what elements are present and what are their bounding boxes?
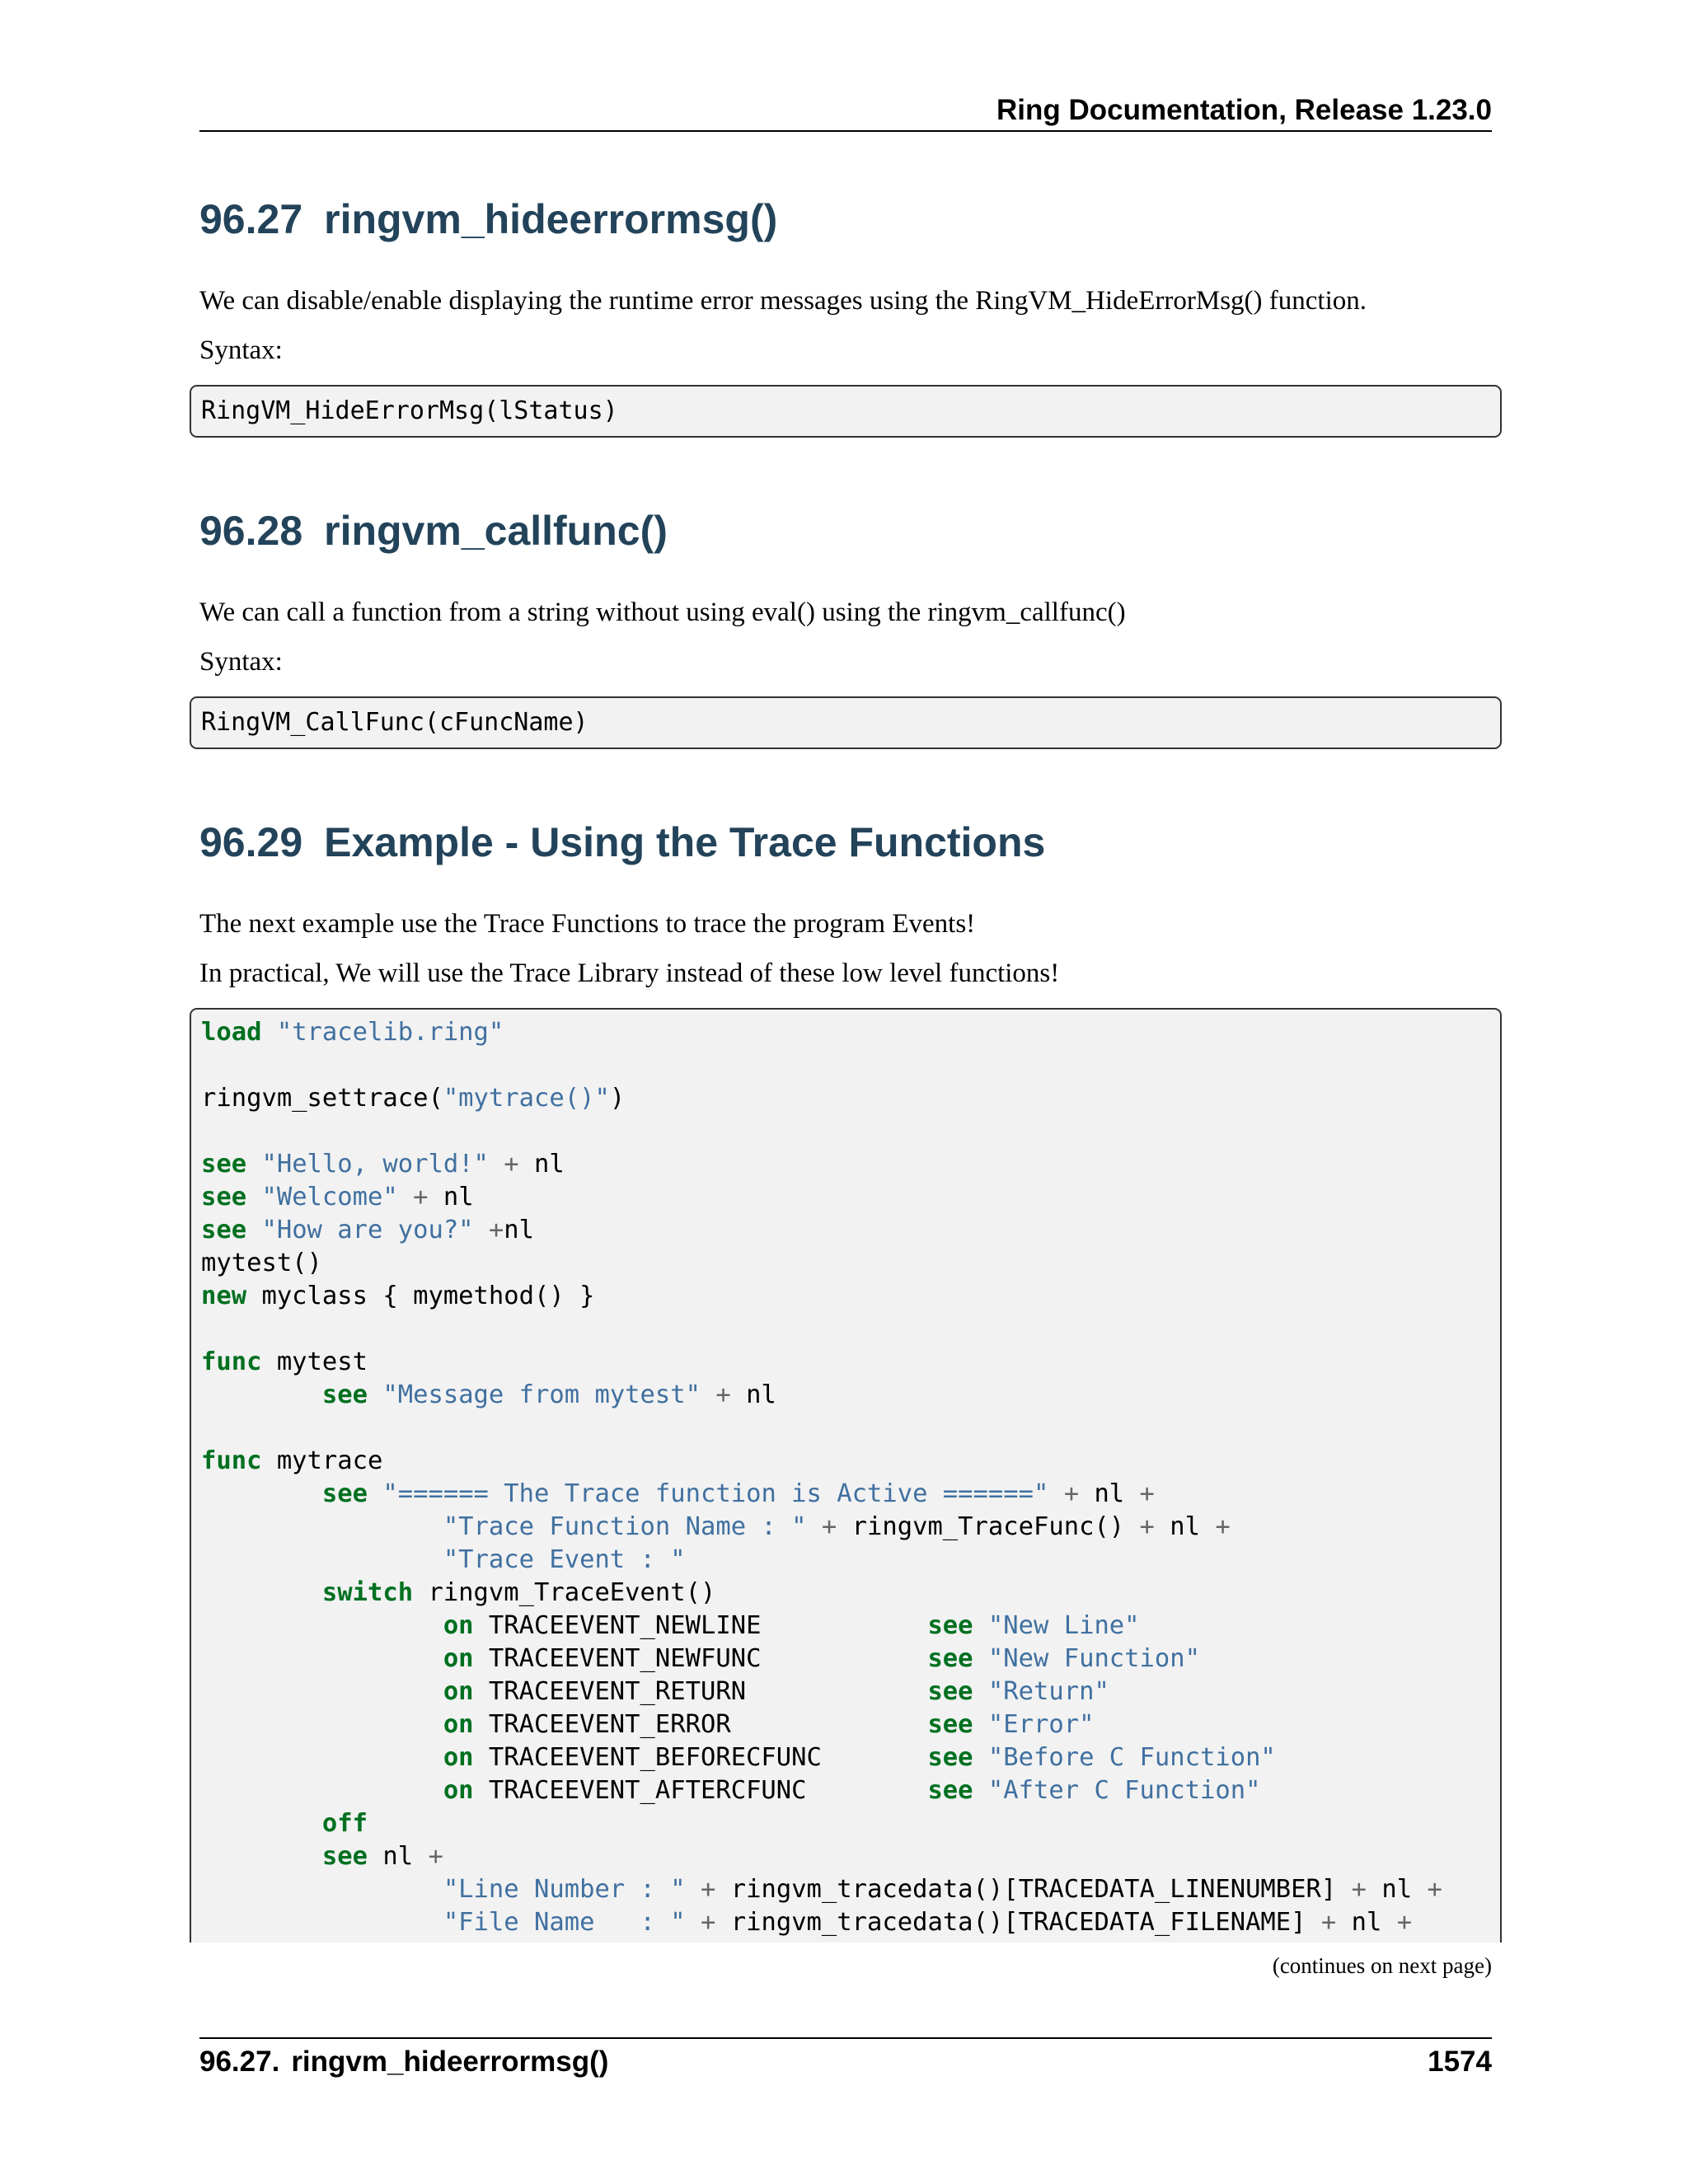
code-operator: + — [1396, 1908, 1413, 1937]
syntax-code: RingVM_HideErrorMsg(lStatus) — [201, 396, 618, 425]
code-keyword: func — [201, 1446, 262, 1475]
footer-section-title: ringvm_hideerrormsg() — [291, 2046, 609, 2078]
code-text — [1048, 1479, 1063, 1508]
code-string: "File Name : " — [443, 1908, 686, 1937]
code-text — [489, 1150, 504, 1179]
code-text: TRACEEVENT_NEWLINE — [473, 1611, 928, 1640]
code-text — [368, 1380, 382, 1409]
running-header: Ring Documentation, Release 1.23.0 — [996, 94, 1492, 126]
code-keyword: see — [927, 1677, 973, 1706]
code-operator: + — [1215, 1512, 1231, 1541]
code-keyword: on — [443, 1743, 474, 1772]
section-intro: We can disable/enable displaying the runtime error messages using the RingVM_HideErrorMsg() function. — [199, 286, 1367, 316]
code-operator: + — [413, 1183, 429, 1212]
section-number: 96.27 — [199, 196, 303, 242]
code-operator: + — [428, 1842, 443, 1871]
code-operator: + — [1139, 1512, 1155, 1541]
code-text — [973, 1611, 988, 1640]
section-number: 96.28 — [199, 508, 303, 554]
code-text — [201, 1710, 443, 1739]
code-text: TRACEEVENT_BEFORECFUNC — [473, 1743, 928, 1772]
code-keyword: load — [201, 1018, 262, 1047]
section-title: ringvm_hideerrormsg() — [324, 196, 778, 242]
code-line — [201, 1741, 1276, 1774]
syntax-code-block — [190, 385, 1502, 438]
code-operator: + — [1139, 1479, 1155, 1508]
section-heading-96-27 — [199, 193, 777, 246]
code-line — [201, 1478, 1155, 1511]
example-paragraph: The next example use the Trace Functions to trace the program Events! — [199, 909, 976, 939]
code-string: "Hello, world!" — [261, 1150, 489, 1179]
code-text: TRACEEVENT_ERROR — [473, 1710, 928, 1739]
code-line — [201, 1379, 776, 1412]
code-operator: + — [701, 1875, 716, 1904]
code-keyword: on — [443, 1677, 474, 1706]
code-line — [201, 1181, 474, 1214]
code-text — [201, 1545, 443, 1574]
code-line — [201, 1544, 686, 1577]
code-string: "Welcome" — [261, 1183, 398, 1212]
section-heading-96-28 — [199, 504, 668, 557]
code-string: "Message from mytest" — [382, 1380, 701, 1409]
code-string: "Line Number : " — [443, 1875, 686, 1904]
code-line — [201, 1082, 625, 1115]
code-text — [201, 1677, 443, 1706]
section-title: ringvm_callfunc() — [324, 508, 668, 554]
code-text: nl — [368, 1842, 429, 1871]
code-line — [201, 1708, 1094, 1741]
section-title: Example - Using the Trace Functions — [324, 819, 1046, 865]
code-text: nl — [1079, 1479, 1140, 1508]
code-keyword: off — [321, 1809, 368, 1838]
section-intro: We can call a function from a string without using eval() using the ringvm_callfunc() — [199, 598, 1126, 627]
code-operator: + — [1427, 1875, 1442, 1904]
code-string: "====== The Trace function is Active ======" — [382, 1479, 1049, 1508]
header-rule — [199, 130, 1492, 132]
code-operator: + — [1351, 1875, 1367, 1904]
syntax-label: Syntax: — [199, 647, 283, 677]
code-text — [246, 1150, 261, 1179]
code-text — [474, 1216, 489, 1244]
footer-section-number: 96.27. — [199, 2046, 280, 2078]
code-operator: + — [504, 1150, 519, 1179]
example-code-block — [190, 1008, 1502, 1943]
code-line — [201, 1511, 1231, 1544]
code-keyword: see — [201, 1183, 247, 1212]
code-line — [201, 1675, 1109, 1708]
code-text: nl — [1336, 1908, 1397, 1937]
code-string: "tracelib.ring" — [276, 1018, 504, 1047]
code-line — [201, 1280, 594, 1313]
code-line — [201, 1807, 368, 1840]
code-string: "Before C Function" — [987, 1743, 1276, 1772]
code-line — [201, 1840, 443, 1873]
code-line — [201, 1577, 715, 1610]
code-text — [201, 1512, 443, 1541]
code-keyword: see — [927, 1776, 973, 1805]
code-text — [201, 1908, 443, 1937]
code-line — [201, 1873, 1442, 1906]
code-text — [246, 1216, 261, 1244]
code-line — [201, 1643, 1200, 1675]
code-operator: + — [1063, 1479, 1080, 1508]
code-text — [973, 1644, 988, 1673]
code-string: "mytrace()" — [443, 1084, 610, 1113]
code-string: "New Line" — [987, 1611, 1140, 1640]
footer-section-ref — [199, 2042, 608, 2082]
code-text — [201, 1809, 322, 1838]
code-string: "Error" — [987, 1710, 1095, 1739]
code-keyword: see — [321, 1380, 368, 1409]
code-keyword: see — [927, 1743, 973, 1772]
syntax-code: RingVM_CallFunc(cFuncName) — [201, 708, 588, 737]
code-keyword: see — [927, 1644, 973, 1673]
code-operator: + — [1320, 1908, 1337, 1937]
code-keyword: see — [927, 1611, 973, 1640]
code-operator: + — [701, 1908, 716, 1937]
code-text: myclass { mymethod() } — [246, 1282, 595, 1310]
code-text: TRACEEVENT_AFTERCFUNC — [473, 1776, 928, 1805]
code-line — [201, 1610, 1140, 1643]
code-text — [973, 1743, 988, 1772]
code-text — [398, 1183, 413, 1212]
code-string: "How are you?" — [261, 1216, 474, 1244]
code-line — [201, 1906, 1412, 1939]
code-text: mytest() — [201, 1249, 322, 1277]
section-number: 96.29 — [199, 819, 303, 865]
code-text — [201, 1776, 443, 1805]
code-keyword: see — [201, 1150, 247, 1179]
code-line — [201, 1346, 368, 1379]
code-text — [201, 1842, 322, 1871]
code-keyword: see — [927, 1710, 973, 1739]
code-text: nl — [1366, 1875, 1428, 1904]
code-text: TRACEEVENT_NEWFUNC — [473, 1644, 928, 1673]
code-text — [686, 1908, 701, 1937]
code-text — [201, 1743, 443, 1772]
code-line — [201, 1214, 534, 1247]
code-text: nl — [518, 1150, 565, 1179]
continues-note: (continues on next page) — [1272, 1953, 1492, 1978]
syntax-label: Syntax: — [199, 335, 283, 365]
code-text: ringvm_settrace( — [201, 1084, 443, 1113]
code-line — [201, 1445, 382, 1478]
code-keyword: on — [443, 1644, 474, 1673]
code-text: ringvm_TraceFunc() — [837, 1512, 1140, 1541]
code-keyword: on — [443, 1710, 474, 1739]
code-line — [201, 1774, 1260, 1807]
code-string: "New Function" — [987, 1644, 1200, 1673]
code-keyword: see — [321, 1842, 368, 1871]
code-text: nl — [1154, 1512, 1216, 1541]
code-text — [201, 1578, 322, 1607]
code-text: mytest — [261, 1347, 368, 1376]
code-text — [701, 1380, 715, 1409]
code-keyword: on — [443, 1776, 474, 1805]
code-text: ringvm_tracedata()[TRACEDATA_FILENAME] — [715, 1908, 1321, 1937]
code-text — [201, 1479, 322, 1508]
code-string: "After C Function" — [987, 1776, 1261, 1805]
code-text — [201, 1611, 443, 1640]
code-text — [246, 1183, 261, 1212]
code-keyword: new — [201, 1282, 247, 1310]
code-text: ) — [609, 1084, 626, 1113]
page-number: 1574 — [1428, 2046, 1492, 2078]
code-operator: + — [715, 1380, 731, 1409]
code-text — [261, 1018, 276, 1047]
code-line — [201, 1247, 322, 1280]
code-text — [201, 1380, 322, 1409]
code-text: nl — [428, 1183, 474, 1212]
code-string: "Trace Event : " — [443, 1545, 686, 1574]
example-paragraph: In practical, We will use the Trace Library instead of these low level functions! — [199, 958, 1060, 988]
code-keyword: see — [321, 1479, 368, 1508]
code-string: "Return" — [987, 1677, 1109, 1706]
section-heading-96-29 — [199, 816, 1045, 869]
code-text: nl — [504, 1216, 535, 1244]
code-text — [973, 1710, 988, 1739]
code-line — [201, 1016, 504, 1049]
code-text — [368, 1479, 382, 1508]
code-keyword: see — [201, 1216, 247, 1244]
code-line — [201, 1148, 565, 1181]
code-text — [973, 1776, 988, 1805]
code-text — [973, 1677, 988, 1706]
code-text: ringvm_TraceEvent() — [413, 1578, 716, 1607]
footer-rule — [199, 2037, 1492, 2039]
code-text — [201, 1875, 443, 1904]
code-text — [686, 1875, 701, 1904]
code-text — [807, 1512, 822, 1541]
code-text: nl — [730, 1380, 776, 1409]
code-keyword: func — [201, 1347, 262, 1376]
code-string: "Trace Function Name : " — [443, 1512, 807, 1541]
code-text — [201, 1644, 443, 1673]
code-operator: + — [488, 1216, 504, 1244]
syntax-code-block — [190, 696, 1502, 749]
code-text: mytrace — [261, 1446, 383, 1475]
code-operator: + — [821, 1512, 837, 1541]
code-keyword: switch — [321, 1578, 414, 1607]
code-keyword: on — [443, 1611, 474, 1640]
code-text: TRACEEVENT_RETURN — [473, 1677, 928, 1706]
code-text: ringvm_tracedata()[TRACEDATA_LINENUMBER] — [715, 1875, 1352, 1904]
